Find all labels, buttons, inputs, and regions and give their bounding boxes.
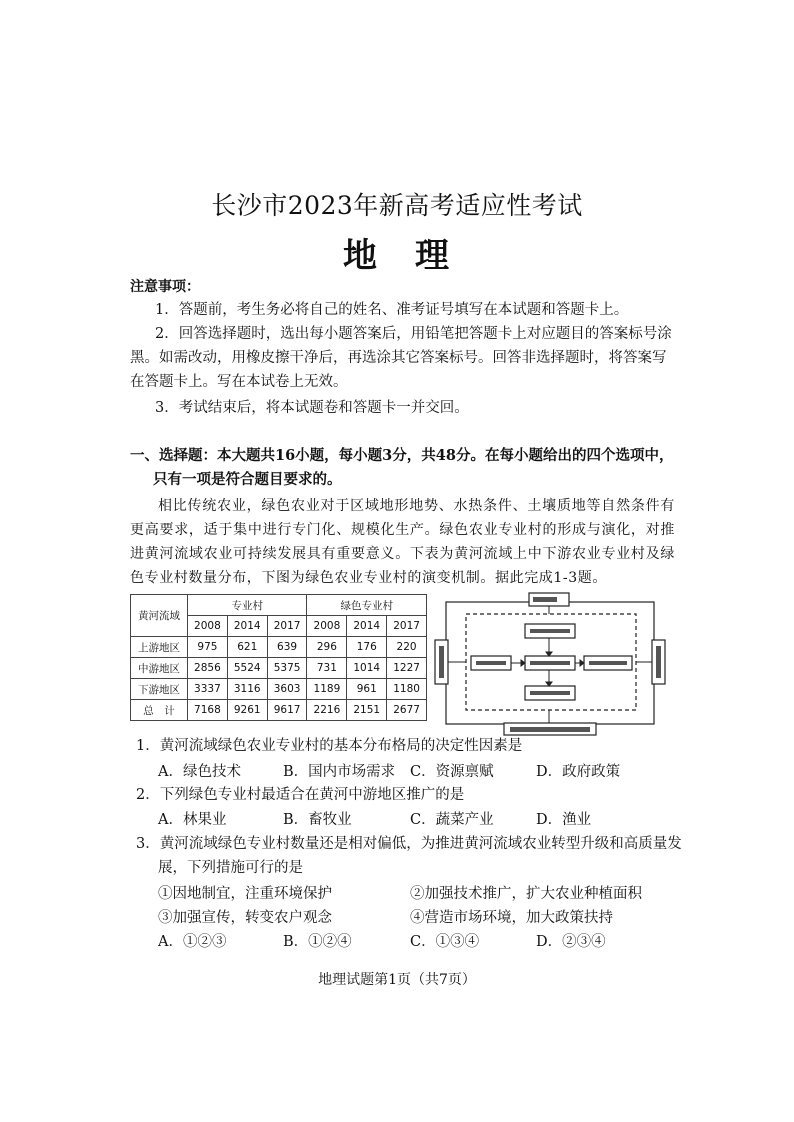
table-year-header: 2017	[387, 616, 427, 637]
table-cell: 961	[347, 679, 387, 700]
table-group-header: 专业村	[188, 595, 307, 616]
question-3-stem-cont: 展，下列措施可行的是	[158, 860, 303, 876]
q3-option-b: B．①②④	[283, 934, 352, 950]
q1-option-a: A．绿色技术	[158, 764, 241, 780]
table-cell: 731	[307, 658, 347, 679]
notice-heading: 注意事项：	[130, 279, 200, 295]
q3-option-a: A．①②③	[158, 934, 227, 950]
q1-option-b: B．国内市场需求	[283, 764, 396, 780]
page-footer: 地理试题第1页（共7页）	[318, 972, 476, 988]
table-year-header: 2008	[188, 616, 228, 637]
question-2-stem: 2．下列绿色专业村最适合在黄河中游地区推广的是	[136, 787, 465, 803]
table-cell: 2151	[347, 700, 387, 721]
table-cell: 9617	[267, 700, 307, 721]
table-row-label: 上游地区	[131, 637, 188, 658]
notice-item-3: 3．考试结束后，将本试题卷和答题卡一并交回。	[155, 400, 469, 416]
table-cell: 2677	[387, 700, 427, 721]
table-cell: 1180	[387, 679, 427, 700]
table-row-label: 中游地区	[131, 658, 188, 679]
q2-option-d: D．渔业	[536, 812, 592, 828]
question-3-stem: 3．黄河流域绿色专业村数量还是相对偏低，为推进黄河流域农业转型升级和高质量发	[136, 836, 682, 852]
section-heading: 一、选择题：本大题共16小题，每小题3分，共48分。在每小题给出的四个选项中，	[130, 447, 674, 464]
table-cell: 5524	[227, 658, 267, 679]
table-cell: 296	[307, 637, 347, 658]
table-cell: 975	[188, 637, 228, 658]
table-cell: 1189	[307, 679, 347, 700]
table-row	[131, 679, 427, 700]
table-group-header: 绿色专业村	[307, 595, 427, 616]
mechanism-diagram	[432, 592, 668, 736]
question-1-stem: 1．黄河流域绿色农业专业村的基本分布格局的决定性因素是	[136, 738, 523, 754]
exam-title: 长沙市2023年新高考适应性考试	[211, 191, 583, 220]
table-year-header: 2017	[267, 616, 307, 637]
table-row	[131, 637, 427, 658]
q1-option-c: C．资源禀赋	[410, 764, 494, 780]
table-row	[131, 700, 427, 721]
table-cell: 220	[387, 637, 427, 658]
table-row-label: 总 计	[131, 700, 188, 721]
q2-option-b: B．畜牧业	[283, 812, 352, 828]
table-cell: 639	[267, 637, 307, 658]
table-cell: 1227	[387, 658, 427, 679]
village-count-table	[130, 594, 427, 721]
table-year-header: 2014	[347, 616, 387, 637]
table-cell: 2216	[307, 700, 347, 721]
table-year-header: 2008	[307, 616, 347, 637]
q1-option-d: D．政府政策	[536, 764, 621, 780]
material-intro: 相比传统农业，绿色农业对于区域地形地势、水热条件、土壤质地等自然条件有更高要求，适于集中进行专门化、规模化生产。绿色农业专业村的形成与演化，对推进黄河流域农业可持续发展具有重要意义。下表为黄河流域上中下游农业专业村及绿色专业村数量分布，下图为绿色农业专业村的演变机制。据此完成1-3题。	[130, 498, 675, 586]
table-cell: 621	[227, 637, 267, 658]
subject-title: 地 理	[343, 236, 451, 276]
table-cell: 5375	[267, 658, 307, 679]
notice-item-1: 1．答题前，考生务必将自己的姓名、准考证号填写在本试题和答题卡上。	[155, 302, 629, 318]
q3-measure-2: ②加强技术推广，扩大农业种植面积	[410, 886, 642, 902]
table-cell: 9261	[227, 700, 267, 721]
section-heading-cont: 只有一项是符合题目要求的。	[153, 471, 342, 488]
table-cell: 3603	[267, 679, 307, 700]
table-year-header: 2014	[227, 616, 267, 637]
q3-measure-3: ③加强宣传，转变农户观念	[158, 910, 332, 926]
table-corner: 黄河流域	[131, 595, 188, 637]
q3-option-c: C．①③④	[410, 934, 480, 950]
table-cell: 1014	[347, 658, 387, 679]
table-cell: 3337	[188, 679, 228, 700]
table-cell: 176	[347, 637, 387, 658]
table-row-label: 下游地区	[131, 679, 188, 700]
table-cell: 3116	[227, 679, 267, 700]
table-cell: 2856	[188, 658, 228, 679]
table-row	[131, 658, 427, 679]
q3-measure-1: ①因地制宜，注重环境保护	[158, 886, 332, 902]
q2-option-a: A．林果业	[158, 812, 227, 828]
table-cell: 7168	[188, 700, 228, 721]
q3-measure-4: ④营造市场环境，加大政策扶持	[410, 910, 613, 926]
notice-item-2: 2．回答选择题时，选出每小题答案后，用铅笔把答题卡上对应题目的答案标号涂黑。如需改动，用橡皮擦干净后，再选涂其它答案标号。回答非选择题时，将答案写在答题卡上。写在本试卷上无效。	[130, 326, 672, 390]
q3-option-d: D．②③④	[536, 934, 606, 950]
q2-option-c: C．蔬菜产业	[410, 812, 494, 828]
